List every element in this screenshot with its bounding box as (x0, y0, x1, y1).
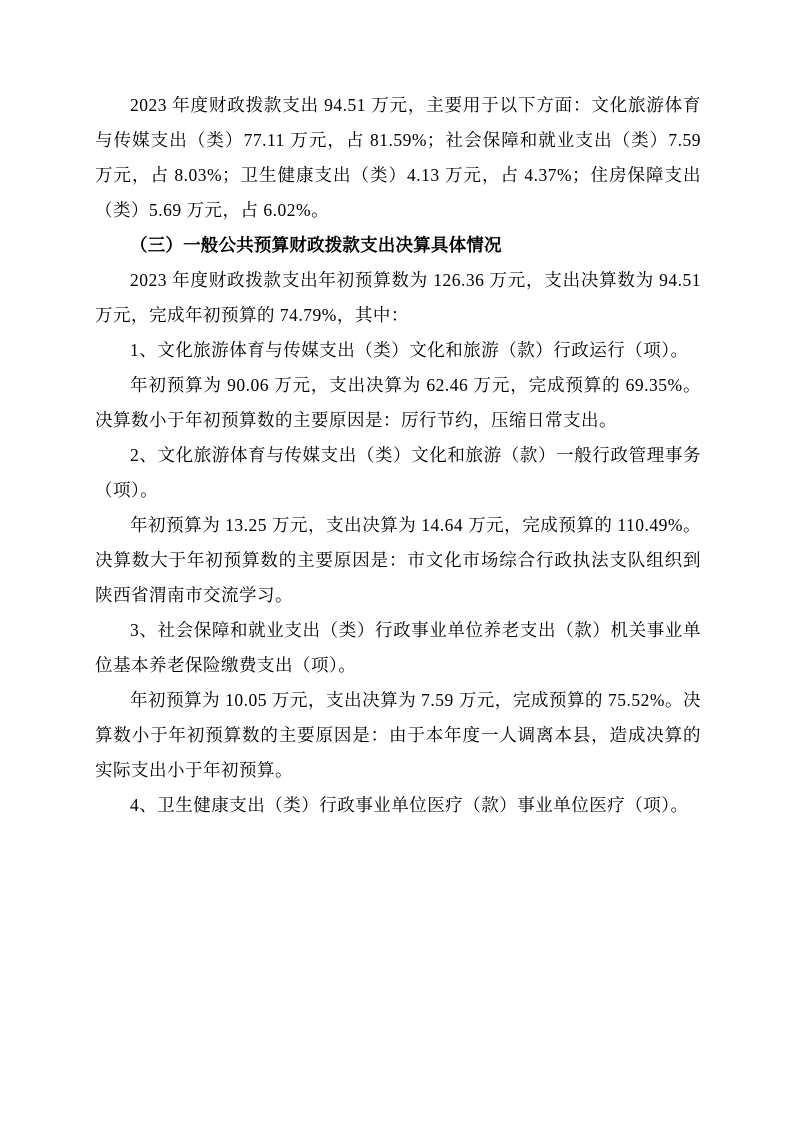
paragraph-budget-vs-final-summary: 2023 年度财政拨款支出年初预算数为 126.36 万元，支出决算数为 94.51 万元，完成年初预算的 74.79%，其中： (95, 270, 701, 325)
paragraph-item-2-title: 2、文化旅游体育与传媒支出（类）文化和旅游（款）一般行政管理事务（项）。 (95, 445, 701, 500)
section-heading-general-public-budget-details: （三）一般公共预算财政拨款支出决算具体情况 (130, 235, 502, 255)
document-body (95, 88, 701, 823)
paragraph-item-1-detail: 年初预算为 90.06 万元，支出决算为 62.46 万元，完成预算的 69.35%。决算数小于年初预算数的主要原因是：厉行节约，压缩日常支出。 (95, 375, 701, 430)
paragraph-item-4-title: 4、卫生健康支出（类）行政事业单位医疗（款）事业单位医疗（项）。 (130, 795, 689, 815)
paragraph-item-2-detail: 年初预算为 13.25 万元，支出决算为 14.64 万元，完成预算的 110.49%。决算数大于年初预算数的主要原因是：市文化市场综合行政执法支队组织到陕西省渭南市交流学习。 (95, 515, 701, 605)
paragraph-funding-expenditure-overview: 2023 年度财政拨款支出 94.51 万元，主要用于以下方面：文化旅游体育与传媒支出（类）77.11 万元，占 81.59%；社会保障和就业支出（类）7.59 万元，占 8.03%；卫生健康支出（类）4.13 万元，占 4.37%；住房保障支出（类）5.69 万元，占 6.02%。 (95, 95, 701, 220)
paragraph-item-3-detail: 年初预算为 10.05 万元，支出决算为 7.59 万元，完成预算的 75.52%。决算数小于年初预算数的主要原因是：由于本年度一人调离本县，造成决算的实际支出小于年初预算。 (95, 690, 701, 780)
paragraph-item-3-title: 3、社会保障和就业支出（类）行政事业单位养老支出（款）机关事业单位基本养老保险缴费支出（项）。 (95, 620, 701, 675)
paragraph-item-1-title: 1、文化旅游体育与传媒支出（类）文化和旅游（款）行政运行（项）。 (130, 340, 689, 360)
